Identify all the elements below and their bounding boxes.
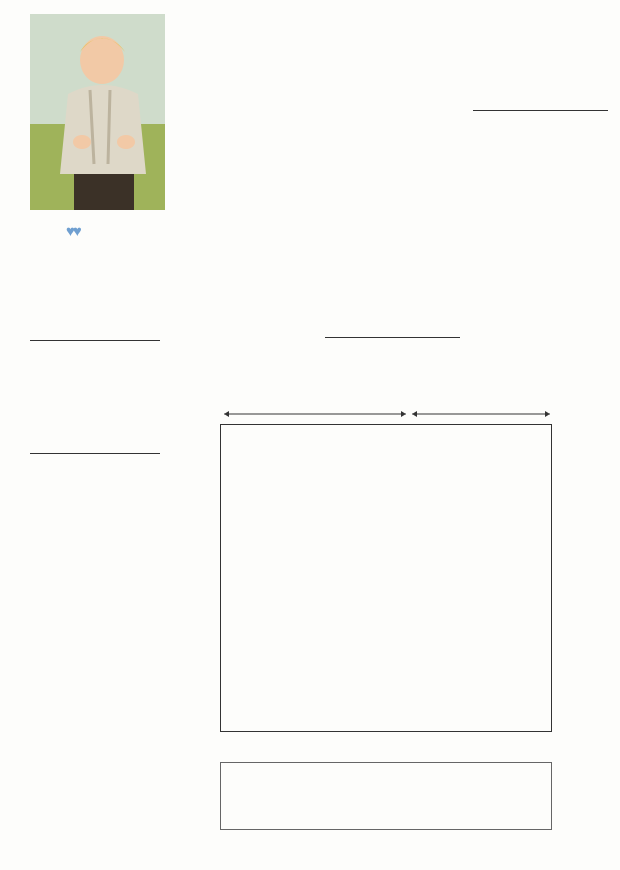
realisation-text <box>473 122 611 402</box>
instructions-column-2 <box>177 14 315 414</box>
instructions-column-3 <box>325 14 463 314</box>
divider <box>30 340 160 341</box>
divider <box>325 337 460 338</box>
divider <box>30 453 160 454</box>
difficulty-hearts-icon: ♥♥ <box>66 223 80 240</box>
chart-grid <box>221 425 551 731</box>
chart-section-arrows <box>220 404 555 422</box>
child-photo-illustration <box>30 14 165 210</box>
child-photo <box>30 14 165 210</box>
chart-legend <box>220 762 552 830</box>
knitting-chart <box>220 424 552 732</box>
divider <box>473 110 608 111</box>
points-text <box>30 466 160 836</box>
